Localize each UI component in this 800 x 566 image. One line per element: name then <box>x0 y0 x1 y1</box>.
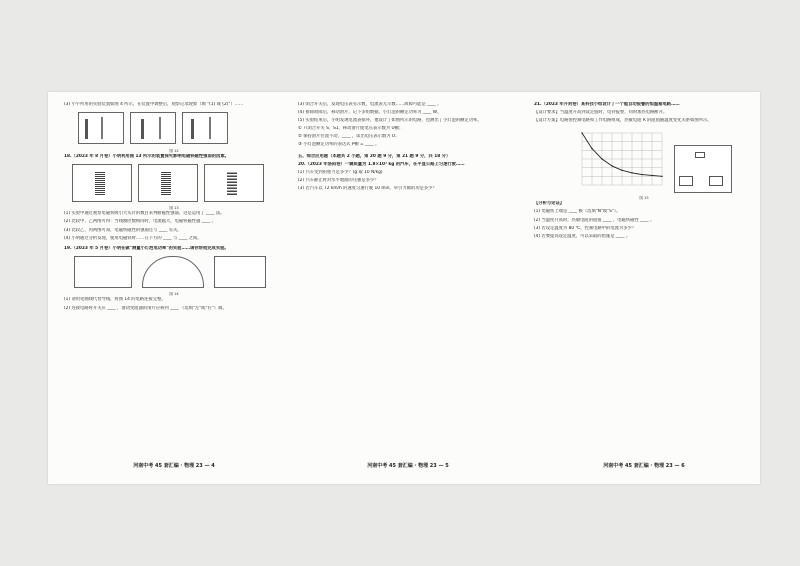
question-line: (3) 小宇所用的实验装置如图 4 所示，在装置中调整后，观察记录现象（填 "(1) 或 (2)"）…… <box>64 102 244 107</box>
question-line: (5) 实验结束后，小明发现电流表损坏，他设计了如图所示的电路，也测出了小灯泡的额定功率。 <box>298 118 482 124</box>
question-21: 21.（2023 年开封卷）某科技小组设计了一个能自动报警的恒温箱电路…… <box>534 102 680 107</box>
figure-13a-electromagnet <box>72 164 132 202</box>
question-line: (4) 若要提高设定温度，可以采取的措施是 ____ 。 <box>534 233 631 239</box>
question-19: 19.（2023 年 5 月卷）小明在做"测量小灯泡电功率"的实验……请你帮他完成实验。 <box>64 246 229 252</box>
figure-14-meter <box>142 256 204 288</box>
data-point <box>631 172 632 173</box>
figure-13b-electromagnet <box>138 164 198 202</box>
data-point <box>661 175 662 176</box>
question-line: (2) 汽车静止时对水平地面的压强是多少？ <box>298 178 379 184</box>
question-line: ② 保持滑片位置不动，____ ，读出电压表示数为 U； <box>298 134 400 140</box>
data-point <box>641 174 642 175</box>
question-line: (2) 当温度升高时，热敏电阻的阻值 ____ ，电磁铁磁性 ____ 。 <box>534 217 655 223</box>
question-line: (3) 若汽车以 72 km/h 的速度匀速行驶 10 min，牵引力做的功是多少？ <box>298 186 437 192</box>
figure-15-group <box>570 129 754 193</box>
question-line: 【设计要求】当温度升高到设定值时，电铃报警，同时加热电路断开。 <box>534 110 668 116</box>
analysis-heading: 【分析与论证】 <box>534 201 565 207</box>
question-line: (2) 连接电路时开关应 ____ ，滑动变阻器的滑片应移到 ____ （选填"左"或"右"）端。 <box>64 305 227 311</box>
question-line: (3) 闭合开关后，发现电压表有示数，电流表无示数……故障可能是 ____ 。 <box>298 102 442 107</box>
figure-12-group <box>78 112 284 144</box>
figure-caption: 图 14 <box>169 291 179 296</box>
data-point <box>591 148 592 149</box>
data-point <box>581 132 582 133</box>
question-line: (3) 比较乙、丙两图可知，电磁铁磁性的强弱还与 ____ 有关。 <box>64 227 182 233</box>
page-footer: 河南中考 45 套汇编 · 物理 23 — 6 <box>603 463 685 469</box>
question-line: (3) 若设定温度为 80 ℃，控制电路中的电流为多少？ <box>534 225 637 231</box>
figure-13-group <box>72 164 284 202</box>
question-line: (2) 比较甲、乙两图可得：当线圈匝数相同时，电流越大，电磁铁磁性越 ____ 。 <box>64 219 216 225</box>
figure-caption: 图 15 <box>639 195 649 200</box>
question-line: (4) 排除故障后，移动滑片，记下多组数据，小灯泡的额定功率为 ____ W。 <box>298 110 442 116</box>
data-point <box>651 175 652 176</box>
figure-14-apparatus <box>74 256 132 288</box>
figure-caption: 图 12 <box>169 148 179 153</box>
resistance-temperature-chart <box>570 129 666 193</box>
question-line: (1) 汽车受到的重力是多少？(g 取 10 N/kg) <box>298 170 383 176</box>
section-heading: 五、综合应用题（本题共 2 小题，第 20 题 9 分，第 21 题 9 分，共 18 分） <box>298 154 451 160</box>
question-20: 20.（2023 年洛阳卷）一辆质量为 1.8×10³ kg 的汽车，在平直公路上匀速行驶…… <box>298 162 465 168</box>
figure-13c-electromagnet <box>204 164 264 202</box>
figure-caption: 图 13 <box>169 205 179 210</box>
figure-12c <box>182 112 228 144</box>
figure-14-circuit <box>214 256 266 288</box>
page-footer: 河南中考 45 套汇编 · 物理 23 — 5 <box>367 463 449 469</box>
exam-sheet <box>48 92 760 484</box>
question-line: ③ 小灯泡额定功率的表达式 P额 = ____ 。 <box>298 142 380 148</box>
question-line: (4) 小明通过分析发现，使用电磁铁时……在下方的 ____ 与 ____ 之间。 <box>64 235 202 241</box>
figure-15-circuit <box>674 145 732 193</box>
question-18: 18.（2023 年 8 月卷）小明利用图 13 所示的装置探究影响电磁铁磁性强弱的因素。 <box>64 154 229 160</box>
question-line: (1) 电磁铁上端是 ____ 极（选填"N"或"S"）。 <box>534 209 621 215</box>
figure-14-group <box>74 256 284 288</box>
data-point <box>601 158 602 159</box>
page-column-left <box>64 102 284 314</box>
data-point <box>611 165 612 166</box>
question-line: (1) 实验中通过观察电磁铁吸引大头针的数目来判断磁性强弱，这是运用了 ____ 法。 <box>64 211 225 217</box>
page-column-middle <box>298 102 518 195</box>
page-footer: 河南中考 45 套汇编 · 物理 23 — 4 <box>133 463 215 469</box>
page-column-right <box>534 102 754 242</box>
question-line: (1) 请用笔画线代替导线，将图 14 的电路连接完整。 <box>64 297 166 303</box>
figure-12a <box>78 112 124 144</box>
figure-12b <box>130 112 176 144</box>
question-line: 【设计方案】电路由控制电路和工作电路组成，热敏电阻 R 的阻值随温度变化关系如图所示。 <box>534 118 712 124</box>
question-line: ① 只闭合开关 S、S1，移动滑片使电压表示数为 U额； <box>298 126 404 132</box>
data-point <box>621 169 622 170</box>
